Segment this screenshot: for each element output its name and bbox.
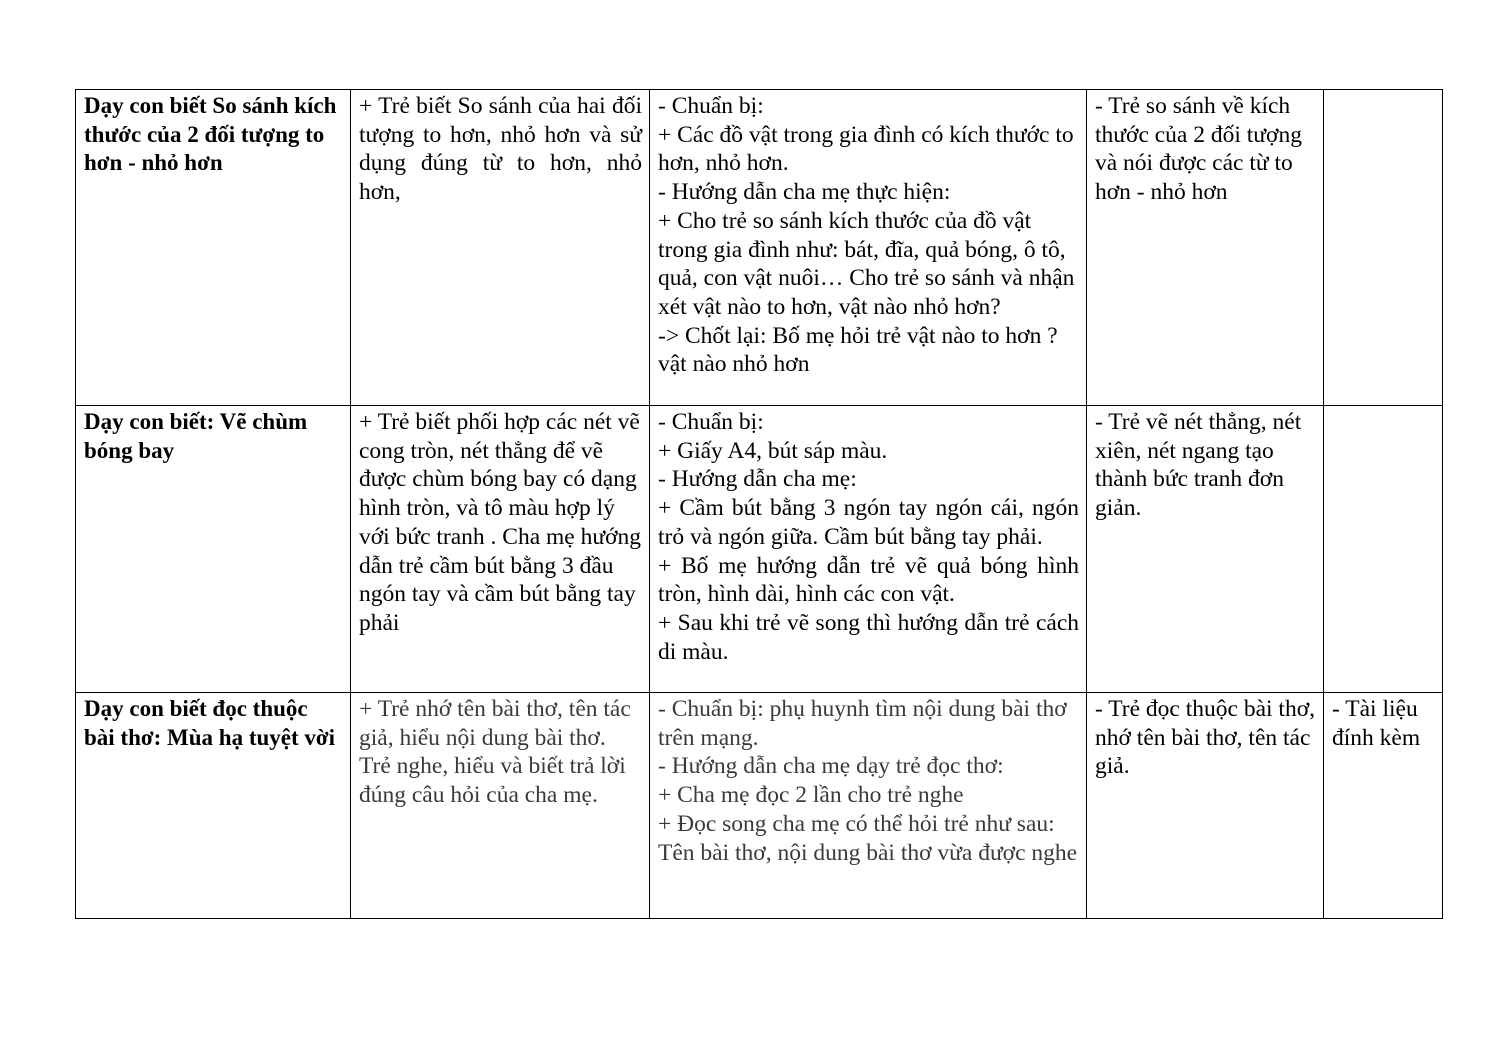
activity-result: - Trẻ đọc thuộc bài thơ, nhớ tên bài thơ, tên tác giả.: [1087, 693, 1324, 919]
method-line: - Hướng dẫn cha mẹ:: [658, 466, 857, 493]
activity-note: - Tài liệu đính kèm: [1324, 693, 1443, 919]
activity-table: [75, 89, 1443, 919]
activity-method: [650, 90, 1087, 406]
table-row: [76, 693, 1443, 919]
method-line: - Chuẩn bị:: [658, 93, 764, 119]
method-line: - Chuẩn bị:: [658, 409, 764, 435]
activity-goal: [351, 693, 650, 919]
goal-text: + Trẻ biết So sánh của hai đối tượng to hơn, nhỏ hơn và sử dụng đúng từ to hơn, nhỏ hơn,: [359, 93, 642, 206]
method-line: -> Chốt lại: Bố mẹ hỏi trẻ vật nào to hơn ? vật nào nhỏ hơn: [658, 322, 1058, 378]
activity-title: Dạy con biết: Vẽ chùm bóng bay: [76, 406, 351, 693]
method-line: + Cho trẻ so sánh kích thước của đồ vật trong gia đình như: bát, đĩa, quả bóng, ô tô, quả, con vật nuôi… Cho trẻ so sánh và nhận xét vật nào to hơn, vật nào nhỏ hơn?: [658, 207, 1075, 320]
goal-text: + Trẻ biết phối hợp các nét vẽ cong tròn, nét thẳng để vẽ được chùm bóng bay có dạng hình tròn, và tô màu hợp lý với bức tranh . Cha mẹ hướng dẫn trẻ cầm bút bằng 3 đầu ngón tay và cầm bút bằng tay phải: [359, 409, 642, 636]
goal-text: + Trẻ nhớ tên bài thơ, tên tác giả, hiểu nội dung bài thơ. Trẻ nghe, hiểu và biết trả lời đúng câu hỏi của cha mẹ.: [359, 696, 631, 809]
activity-goal: [351, 90, 650, 406]
method-line: + Các đồ vật trong gia đình có kích thước to hơn, nhỏ hơn.: [658, 121, 1074, 177]
method-line: + Bố mẹ hướng dẫn trẻ vẽ quả bóng hình tròn, hình dài, hình các con vật.: [658, 552, 1079, 608]
method-line: - Hướng dẫn cha mẹ dạy trẻ đọc thơ:: [658, 753, 1004, 780]
activity-title: Dạy con biết So sánh kích thước của 2 đối tượng to hơn - nhỏ hơn: [76, 90, 351, 406]
activity-note: [1324, 406, 1443, 693]
method-line: + Đọc song cha mẹ có thể hỏi trẻ như sau: Tên bài thơ, nội dung bài thơ vừa được nghe: [658, 810, 1078, 866]
activity-goal: [351, 406, 650, 693]
activity-method: [650, 406, 1087, 693]
activity-result: - Trẻ vẽ nét thẳng, nét xiên, nét ngang tạo thành bức tranh đơn giản.: [1087, 406, 1324, 693]
method-line: + Giấy A4, bút sáp màu.: [658, 437, 888, 464]
method-line: - Hướng dẫn cha mẹ thực hiện:: [658, 179, 951, 206]
method-line: + Cầm bút bằng 3 ngón tay ngón cái, ngón trỏ và ngón giữa. Cầm bút bằng tay phải.: [658, 495, 1079, 550]
method-line: + Sau khi trẻ vẽ song thì hướng dẫn trẻ cách di màu.: [658, 609, 1079, 665]
activity-method: [650, 693, 1087, 919]
table-row: [76, 406, 1443, 693]
activity-result: - Trẻ so sánh về kích thước của 2 đối tượng và nói được các từ to hơn - nhỏ hơn: [1087, 90, 1324, 406]
activity-title: Dạy con biết đọc thuộc bài thơ: Mùa hạ tuyệt vời: [76, 693, 351, 919]
table-row: [76, 90, 1443, 406]
activity-note: [1324, 90, 1443, 406]
method-line: - Chuẩn bị: phụ huynh tìm nội dung bài thơ trên mạng.: [658, 696, 1067, 751]
method-line: + Cha mẹ đọc 2 lần cho trẻ nghe: [658, 782, 964, 809]
